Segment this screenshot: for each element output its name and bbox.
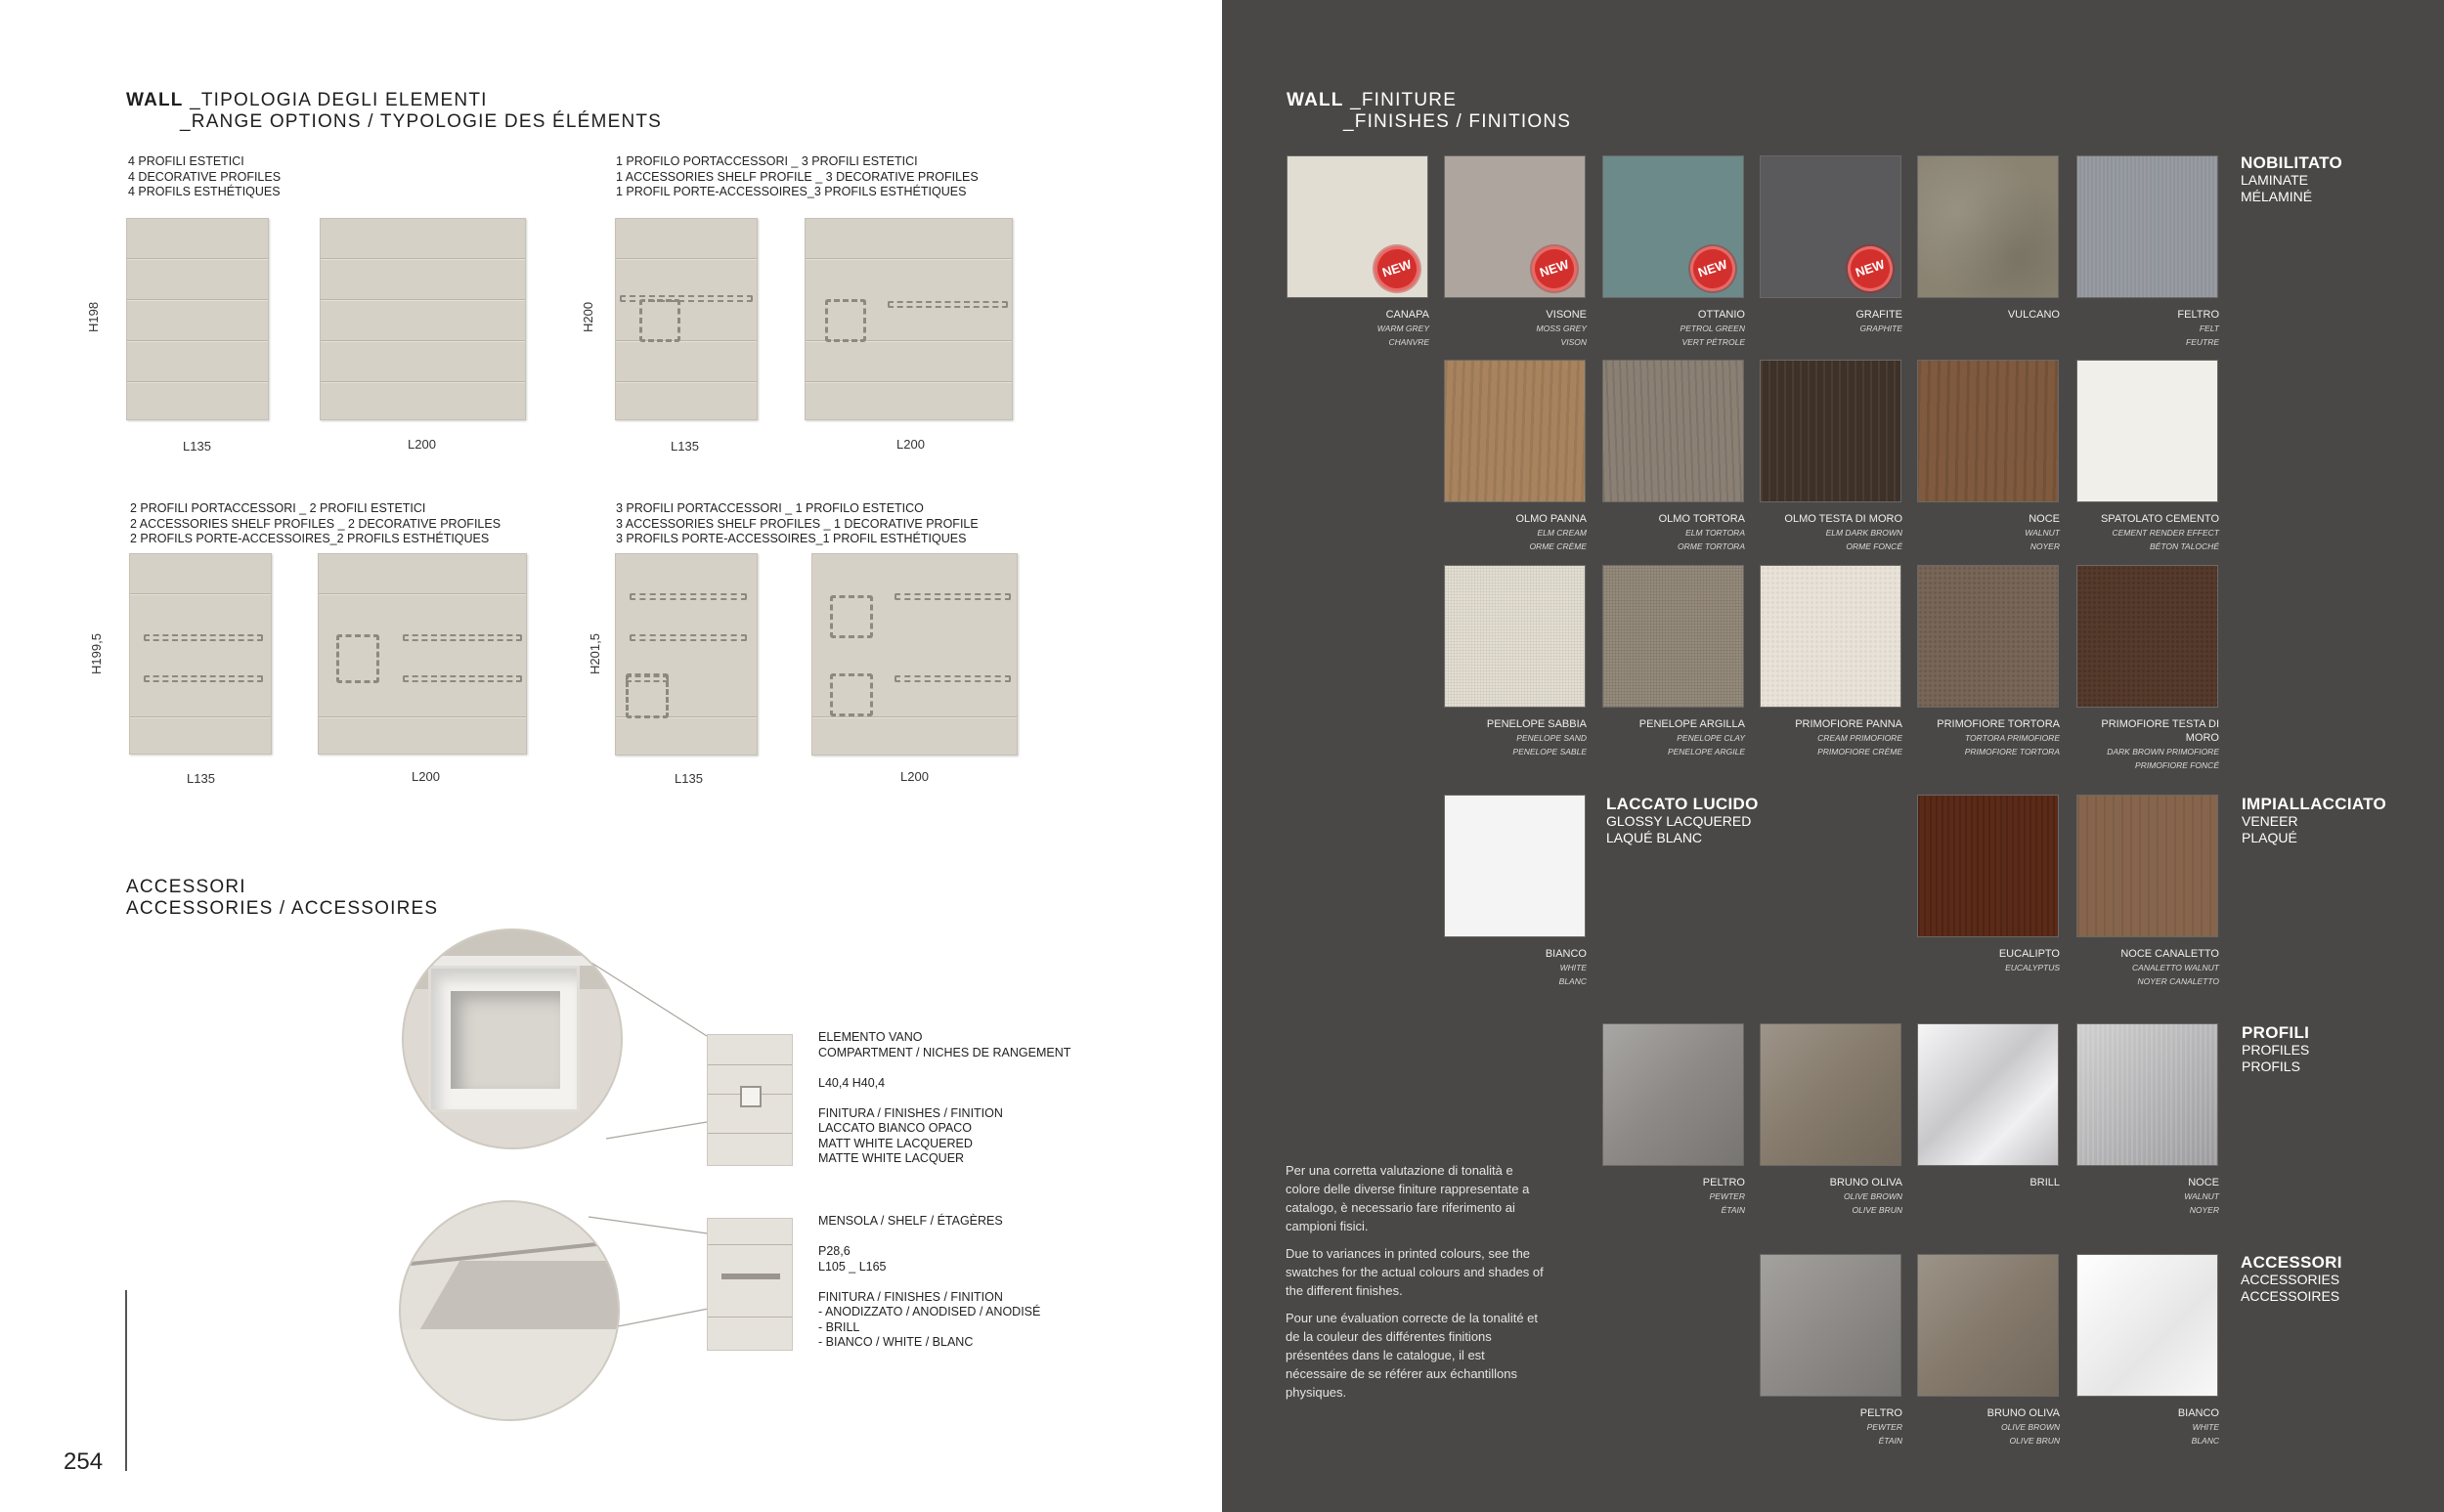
- finish-swatch: [1444, 565, 1586, 708]
- finish-label: [1440, 308, 1587, 349]
- finish-translation: FELT: [2199, 324, 2219, 333]
- finish-name: BIANCO: [1545, 948, 1587, 960]
- finish-swatch: [1760, 1254, 1901, 1397]
- group3-width-l200: L200: [412, 769, 440, 784]
- group2-height: H200: [581, 301, 595, 332]
- finish-swatch: [2076, 565, 2218, 708]
- right-title-bold: WALL: [1287, 90, 1344, 110]
- finish-translation: EUCALYPTUS: [2005, 963, 2060, 972]
- finish-name: NOCE CANALETTO: [2120, 948, 2219, 960]
- finish-translation: ELM CREAM: [1537, 528, 1587, 538]
- finish-translation: ORME TORTORA: [1678, 541, 1745, 551]
- finish-translation: NOYER: [2189, 1205, 2219, 1215]
- finish-swatch: [2076, 1254, 2218, 1397]
- finish-swatch: [1760, 565, 1901, 708]
- finish-label: [2073, 1406, 2219, 1447]
- finish-name: GRAFITE: [1855, 309, 1902, 321]
- finish-label: [1913, 947, 2060, 974]
- finish-label: [2073, 512, 2219, 553]
- compartment-small-image: [707, 1034, 793, 1166]
- left-title-line2: _RANGE OPTIONS / TYPOLOGIE DES ÉLÉMENTS: [180, 111, 663, 132]
- finish-label: [1913, 512, 2060, 553]
- finish-translation: ORME FONCÉ: [1846, 541, 1902, 551]
- finish-name: VISONE: [1546, 309, 1587, 321]
- right-page: [1222, 0, 2444, 1512]
- finish-name: PENELOPE SABBIA: [1486, 718, 1587, 730]
- finish-translation: OLIVE BROWN: [2001, 1422, 2060, 1432]
- shelf-small-image: [707, 1218, 793, 1351]
- disclaimer-fr: Pour une évaluation correcte de la tonalité et de la couleur des différentes finitions présentées dans le catalogue, il est nécessaire de se référer aux échantillons physiques.: [1286, 1311, 1539, 1400]
- finish-swatch: [1917, 155, 2059, 298]
- finish-label: [1756, 1176, 1902, 1217]
- disclaimer: [1286, 1161, 1545, 1402]
- finish-name: BRILL: [2029, 1177, 2060, 1188]
- new-badge: NEW: [1842, 240, 1898, 297]
- finish-translation: ÉTAIN: [1721, 1205, 1745, 1215]
- finish-translation: PENELOPE ARGILE: [1667, 747, 1745, 756]
- finish-swatch: [1602, 360, 1744, 502]
- finish-label: [1598, 717, 1745, 758]
- finish-name: PRIMOFIORE PANNA: [1795, 718, 1902, 730]
- finish-translation: PRIMOFIORE CRÈME: [1817, 747, 1902, 756]
- category-nobilitato: NOBILITATO LAMINATE MÉLAMINÉ: [2241, 153, 2343, 204]
- category-impiallacciato: IMPIALLACCIATO VENEER PLAQUÉ: [2242, 795, 2387, 845]
- finish-translation: ELM TORTORA: [1685, 528, 1745, 538]
- group2-caption: 1 PROFILO PORTACCESSORI _ 3 PROFILI ESTETICI 1 ACCESSORIES SHELF PROFILE _ 3 DECORATIVE PROFILES 1 PROFIL PORTE-ACCESSOIRES_3 PROFILS ESTHÉTIQUES: [616, 154, 979, 198]
- page-rule: [125, 1290, 127, 1471]
- finish-label: [2073, 1176, 2219, 1217]
- finish-swatch: [1760, 155, 1901, 298]
- finish-name: OLMO TORTORA: [1658, 513, 1745, 525]
- finish-label: [1283, 308, 1429, 349]
- group2-width-l200: L200: [896, 437, 925, 452]
- finish-name: EUCALIPTO: [1998, 948, 2060, 960]
- finish-name: PELTRO: [1702, 1177, 1745, 1188]
- finish-swatch: [1917, 565, 2059, 708]
- finish-translation: DARK BROWN PRIMOFIORE: [2107, 747, 2219, 756]
- group1-width-l135: L135: [183, 439, 211, 454]
- new-badge: NEW: [1526, 240, 1583, 297]
- category-laccato: LACCATO LUCIDO GLOSSY LACQUERED LAQUÉ BLANC: [1606, 795, 1759, 845]
- new-badge: NEW: [1684, 240, 1741, 297]
- finish-translation: PETROL GREEN: [1680, 324, 1745, 333]
- group4-caption: 3 PROFILI PORTACCESSORI _ 1 PROFILO ESTETICO 3 ACCESSORIES SHELF PROFILES _ 1 DECORATIVE PROFILE 3 PROFILS PORTE-ACCESSOIRES_1 PROFIL ESTHÉTIQUES: [616, 501, 979, 545]
- finish-translation: OLIVE BRUN: [1852, 1205, 1902, 1215]
- finish-label: [1756, 512, 1902, 553]
- finish-name: PENELOPE ARGILLA: [1638, 718, 1745, 730]
- finish-translation: CREAM PRIMOFIORE: [1817, 733, 1902, 743]
- group1-caption: 4 PROFILI ESTETICI 4 DECORATIVE PROFILES 4 PROFILS ESTHÉTIQUES: [128, 154, 282, 198]
- finish-label: [2073, 717, 2219, 772]
- disclaimer-it: Per una corretta valutazione di tonalità e colore delle diverse finiture rappresentate a catalogo, è necessario fare riferimento ai campioni fisici.: [1286, 1163, 1530, 1233]
- finish-translation: ORME CRÈME: [1529, 541, 1587, 551]
- finish-label: [1913, 308, 2060, 322]
- finish-translation: PRIMOFIORE TORTORA: [1964, 747, 2060, 756]
- finish-translation: ELM DARK BROWN: [1825, 528, 1902, 538]
- finish-translation: WALNUT: [2184, 1191, 2219, 1201]
- finish-translation: BÉTON TALOCHÉ: [2149, 541, 2219, 551]
- finish-translation: CEMENT RENDER EFFECT: [2112, 528, 2219, 538]
- finish-translation: PEWTER: [1709, 1191, 1745, 1201]
- right-title-line2: _FINISHES / FINITIONS: [1343, 111, 1572, 132]
- finish-swatch: [1287, 155, 1428, 298]
- category-accessori: ACCESSORI ACCESSORIES ACCESSOIRES: [2241, 1253, 2342, 1304]
- finish-label: [1756, 308, 1902, 335]
- shelf-spec: MENSOLA / SHELF / ÉTAGÈRES P28,6 L105 _ L165 FINITURA / FINISHES / FINITION - ANODIZZATO / ANODISED / ANODISÉ - BRILL - BIANCO / WHITE / BLANC: [818, 1214, 1041, 1349]
- category-profili: PROFILI PROFILES PROFILS: [2242, 1023, 2310, 1074]
- finish-label: [1756, 1406, 1902, 1447]
- finish-translation: OLIVE BRUN: [2009, 1436, 2060, 1446]
- finish-label: [1756, 717, 1902, 758]
- finish-name: PELTRO: [1859, 1407, 1902, 1419]
- finish-translation: GRAPHITE: [1859, 324, 1902, 333]
- finish-translation: OLIVE BROWN: [1844, 1191, 1902, 1201]
- right-title-line1: _FINITURE: [1343, 90, 1458, 110]
- finish-swatch: [1760, 360, 1901, 502]
- finish-label: [2073, 308, 2219, 349]
- finish-translation: WALNUT: [2025, 528, 2060, 538]
- finish-translation: WHITE: [2192, 1422, 2219, 1432]
- finish-swatch: [1917, 1254, 2059, 1397]
- finish-name: SPATOLATO CEMENTO: [2100, 513, 2219, 525]
- page-number: 254: [64, 1448, 104, 1475]
- finish-translation: CANALETTO WALNUT: [2132, 963, 2219, 972]
- finish-translation: ÉTAIN: [1878, 1436, 1902, 1446]
- finish-name: CANAPA: [1385, 309, 1429, 321]
- finish-name: BRUNO OLIVA: [1829, 1177, 1902, 1188]
- finish-swatch: [1444, 795, 1586, 937]
- finish-swatch: [2076, 1023, 2218, 1166]
- finish-translation: BLANC: [2191, 1436, 2219, 1446]
- finish-swatch: [1917, 795, 2059, 937]
- finish-swatch: [2076, 155, 2218, 298]
- compartment-spec: ELEMENTO VANO COMPARTMENT / NICHES DE RANGEMENT L40,4 H40,4 FINITURA / FINISHES / FINITION LACCATO BIANCO OPACO MATT WHITE LACQUERED MATTE WHITE LACQUER: [818, 1030, 1071, 1165]
- finish-translation: PENELOPE CLAY: [1677, 733, 1745, 743]
- finish-label: [1440, 512, 1587, 553]
- accessories-title: ACCESSORI ACCESSORIES / ACCESSOIRES: [126, 877, 439, 919]
- group1-width-l200: L200: [408, 437, 436, 452]
- finish-translation: PEWTER: [1866, 1422, 1902, 1432]
- new-badge: NEW: [1369, 240, 1425, 297]
- finish-swatch: [1444, 155, 1586, 298]
- finish-name: FELTRO: [2177, 309, 2219, 321]
- finish-label: [1598, 308, 1745, 349]
- finish-label: [2073, 947, 2219, 988]
- finish-label: [1913, 1406, 2060, 1447]
- finish-label: [1440, 717, 1587, 758]
- left-title-line1: _TIPOLOGIA DEGLI ELEMENTI: [183, 90, 488, 110]
- finish-name: NOCE: [2029, 513, 2060, 525]
- finish-translation: VISON: [1560, 337, 1587, 347]
- finish-translation: TORTORA PRIMOFIORE: [1965, 733, 2060, 743]
- finish-swatch: [1760, 1023, 1901, 1166]
- finish-name: OLMO TESTA DI MORO: [1784, 513, 1902, 525]
- finish-translation: WARM GREY: [1376, 324, 1429, 333]
- group1-height: H198: [86, 301, 101, 332]
- finish-name: OLMO PANNA: [1515, 513, 1587, 525]
- right-title: [1287, 90, 1571, 133]
- finish-name: OTTANIO: [1697, 309, 1745, 321]
- finish-translation: VERT PÉTROLE: [1681, 337, 1745, 347]
- shelf-zoom-image: [399, 1200, 620, 1421]
- left-title-bold: WALL: [126, 90, 184, 110]
- group3-caption: 2 PROFILI PORTACCESSORI _ 2 PROFILI ESTETICI 2 ACCESSORIES SHELF PROFILES _ 2 DECORATIVE PROFILES 2 PROFILS PORTE-ACCESSOIRES_2 PROFILS ESTHÉTIQUES: [130, 501, 502, 545]
- group3-height: H199,5: [89, 633, 104, 674]
- finish-name: BIANCO: [2177, 1407, 2219, 1419]
- finish-translation: WHITE: [1559, 963, 1587, 972]
- finish-name: NOCE: [2188, 1177, 2219, 1188]
- finish-name: BRUNO OLIVA: [1986, 1407, 2060, 1419]
- finish-swatch: [2076, 360, 2218, 502]
- finish-translation: PRIMOFIORE FONCÉ: [2135, 760, 2219, 770]
- finish-translation: NOYER CANALETTO: [2137, 976, 2219, 986]
- finish-translation: CHANVRE: [1388, 337, 1429, 347]
- finish-name: VULCANO: [2007, 309, 2060, 321]
- finish-label: [1598, 1176, 1745, 1217]
- finish-swatch: [1444, 360, 1586, 502]
- finish-swatch: [1917, 1023, 2059, 1166]
- finish-label: [1598, 512, 1745, 553]
- finish-swatch: [1602, 155, 1744, 298]
- group2-width-l135: L135: [671, 439, 699, 454]
- group3-width-l135: L135: [187, 771, 215, 786]
- finish-name: PRIMOFIORE TORTORA: [1937, 718, 2060, 730]
- finish-swatch: [2076, 795, 2218, 937]
- finish-translation: PENELOPE SABLE: [1512, 747, 1587, 756]
- finish-name: PRIMOFIORE TESTA DI MORO: [2101, 718, 2219, 744]
- finish-translation: BLANC: [1558, 976, 1587, 986]
- finish-translation: NOYER: [2029, 541, 2060, 551]
- compartment-zoom-image: [402, 929, 623, 1149]
- finish-swatch: [1602, 1023, 1744, 1166]
- finish-label: [1913, 717, 2060, 758]
- finish-label: [1913, 1176, 2060, 1189]
- finish-label: [1440, 947, 1587, 988]
- finish-translation: FEUTRE: [2186, 337, 2219, 347]
- group4-width-l200: L200: [900, 769, 929, 784]
- finish-swatch: [1602, 565, 1744, 708]
- group4-height: H201,5: [588, 633, 602, 674]
- disclaimer-en: Due to variances in printed colours, see the swatches for the actual colours and shades of the different finishes.: [1286, 1246, 1544, 1298]
- group4-width-l135: L135: [675, 771, 703, 786]
- finish-swatch: [1917, 360, 2059, 502]
- finish-translation: MOSS GREY: [1536, 324, 1587, 333]
- finish-translation: PENELOPE SAND: [1516, 733, 1587, 743]
